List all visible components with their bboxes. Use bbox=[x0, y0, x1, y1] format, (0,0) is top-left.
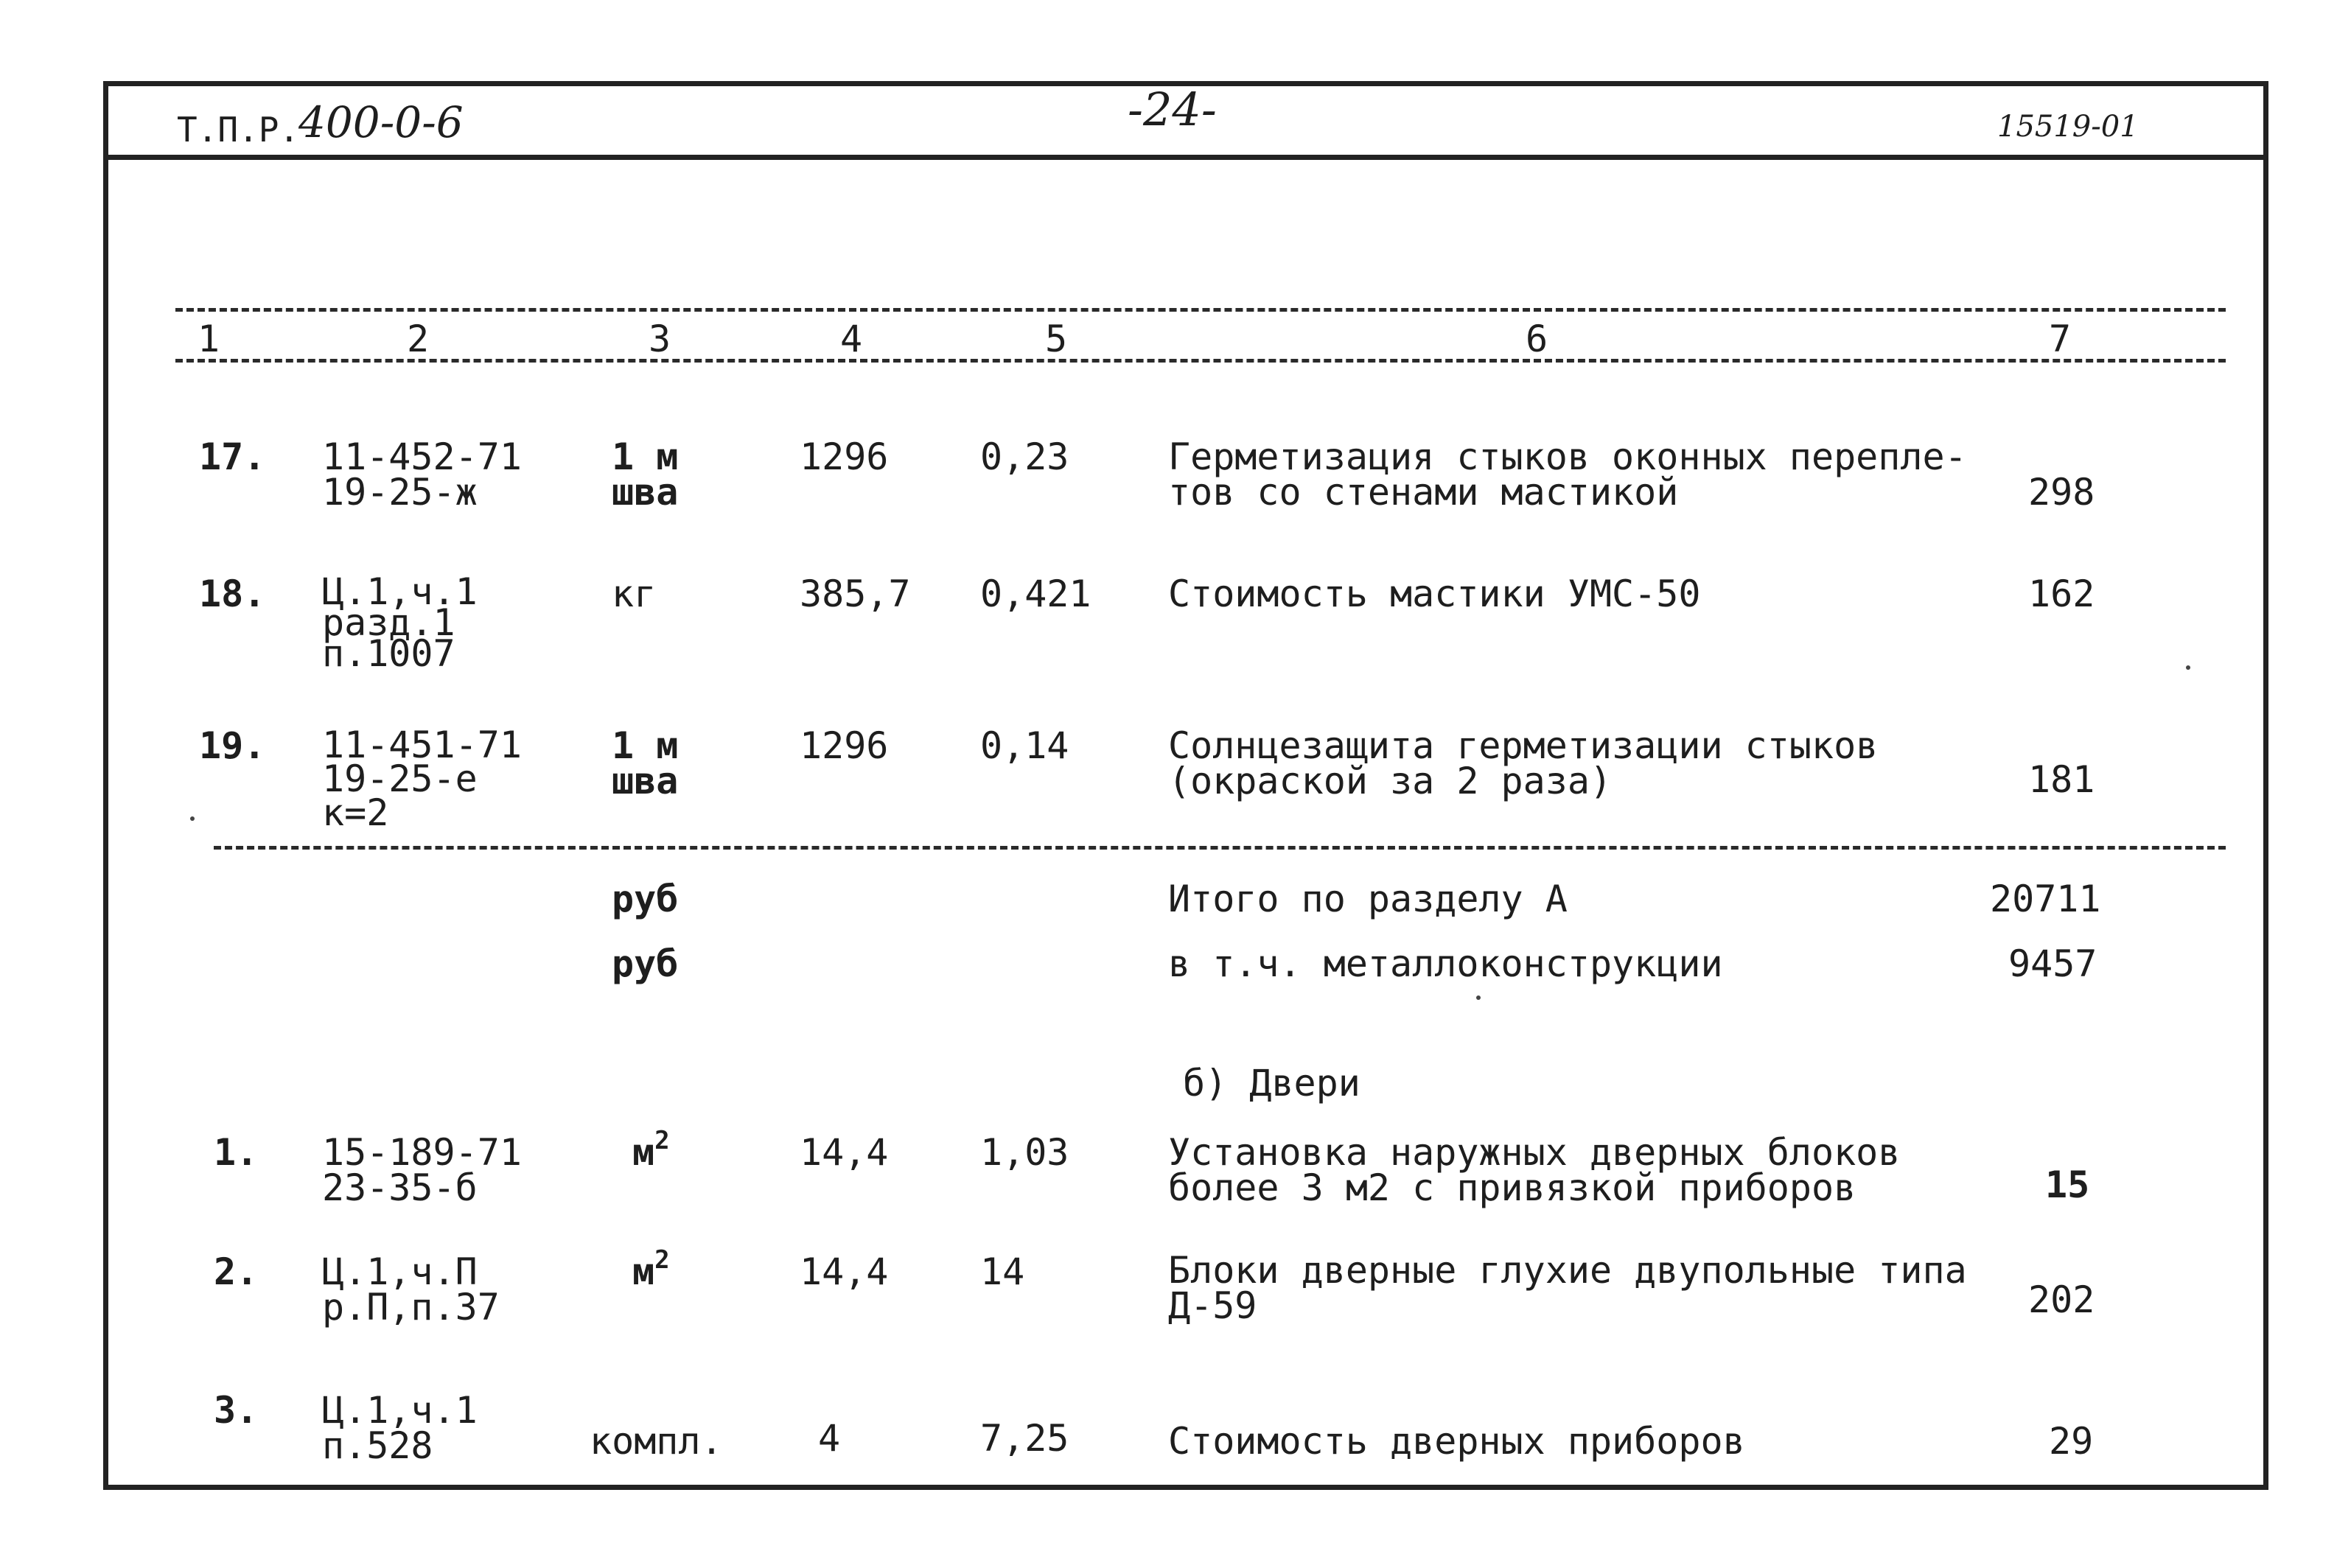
unit: компл. bbox=[590, 1420, 723, 1463]
price-code: Ц.1,ч.П р.П,п.37 bbox=[322, 1250, 500, 1329]
doc-prefix: Т.П.Р. bbox=[177, 110, 300, 150]
description: Установка наружных дверных блоков более 3 м2 с привязкой приборов bbox=[1168, 1131, 1901, 1209]
column-number: 5 bbox=[1045, 318, 1068, 360]
sheet-code: 15519-01 bbox=[1997, 110, 2139, 144]
unit-rate: 0,14 bbox=[980, 724, 1069, 767]
unit: 1 м шва bbox=[612, 435, 679, 514]
total-value: 20711 bbox=[1990, 878, 2101, 920]
column-number: 6 bbox=[1526, 318, 1548, 360]
quantity: 1296 bbox=[800, 724, 889, 767]
header-divider bbox=[103, 155, 2268, 160]
total: 162 bbox=[2028, 573, 2095, 615]
total-unit: руб bbox=[612, 942, 679, 985]
unit-rate: 7,25 bbox=[980, 1417, 1069, 1460]
description: Стоимость дверных приборов bbox=[1168, 1420, 1745, 1463]
column-header-bottom-rule bbox=[175, 359, 2226, 363]
total: 298 bbox=[2028, 471, 2095, 514]
total: 181 bbox=[2028, 758, 2095, 801]
row-number: 17. bbox=[199, 435, 266, 478]
column-number: 7 bbox=[2049, 318, 2072, 360]
scan-speck bbox=[1476, 995, 1481, 1000]
column-number: 4 bbox=[840, 318, 863, 360]
description: Герметизация стыков оконных переплe- тов со стенами мастикой bbox=[1168, 435, 1967, 514]
unit: $м^2$ bbox=[632, 1126, 670, 1174]
price-code: Ц.1,ч.1 разд.1 п.1007 bbox=[322, 570, 478, 675]
price-code: 11-452-71 19-25-ж bbox=[322, 435, 522, 514]
row-number: 1. bbox=[214, 1131, 259, 1174]
quantity: 14,4 bbox=[800, 1250, 889, 1293]
total: 29 bbox=[2049, 1420, 2094, 1463]
scan-speck bbox=[2186, 665, 2190, 670]
page-number: -24- bbox=[1128, 83, 1217, 136]
column-header-top-rule bbox=[175, 308, 2226, 312]
column-number: 2 bbox=[407, 318, 430, 360]
unit-rate: 14 bbox=[980, 1250, 1025, 1293]
unit-rate: 0,421 bbox=[980, 573, 1091, 615]
total-label: Итого по разделу А bbox=[1168, 878, 1568, 920]
section-title: б) Двери bbox=[1183, 1062, 1360, 1105]
description: Блоки дверные глухие двупольные типа Д-59 bbox=[1168, 1249, 1967, 1327]
scan-speck bbox=[190, 816, 195, 821]
description: Солнцезащита герметизации стыков (окраской за 2 раза) bbox=[1168, 724, 1879, 802]
total: 202 bbox=[2028, 1278, 2095, 1321]
unit: $м^2$ bbox=[632, 1245, 670, 1293]
row-number: 19. bbox=[199, 724, 266, 767]
doc-number: 400-0-6 bbox=[298, 97, 464, 147]
quantity: 4 bbox=[818, 1417, 841, 1460]
unit: кг bbox=[612, 573, 657, 615]
total-value: 9457 bbox=[2008, 942, 2097, 985]
total-unit: руб bbox=[612, 878, 679, 920]
unit-rate: 0,23 bbox=[980, 435, 1069, 478]
column-number: 1 bbox=[198, 318, 220, 360]
price-code: 15-189-71 23-35-б bbox=[322, 1131, 522, 1209]
row-number: 3. bbox=[214, 1389, 259, 1432]
price-code: Ц.1,ч.1 п.528 bbox=[322, 1389, 478, 1467]
section-separator bbox=[214, 846, 2226, 850]
row-number: 18. bbox=[199, 573, 266, 615]
total: 15 bbox=[2045, 1163, 2090, 1206]
quantity: 385,7 bbox=[800, 573, 911, 615]
quantity: 1296 bbox=[800, 435, 889, 478]
quantity: 14,4 bbox=[800, 1131, 889, 1174]
unit-rate: 1,03 bbox=[980, 1131, 1069, 1174]
description: Стоимость мастики УМС-50 bbox=[1168, 573, 1701, 615]
unit: 1 м шва bbox=[612, 724, 679, 802]
total-label: в т.ч. металлоконструкции bbox=[1168, 942, 1723, 985]
price-code: 11-451-71 19-25-е к=2 bbox=[322, 724, 522, 834]
row-number: 2. bbox=[214, 1250, 259, 1293]
column-number: 3 bbox=[649, 318, 671, 360]
